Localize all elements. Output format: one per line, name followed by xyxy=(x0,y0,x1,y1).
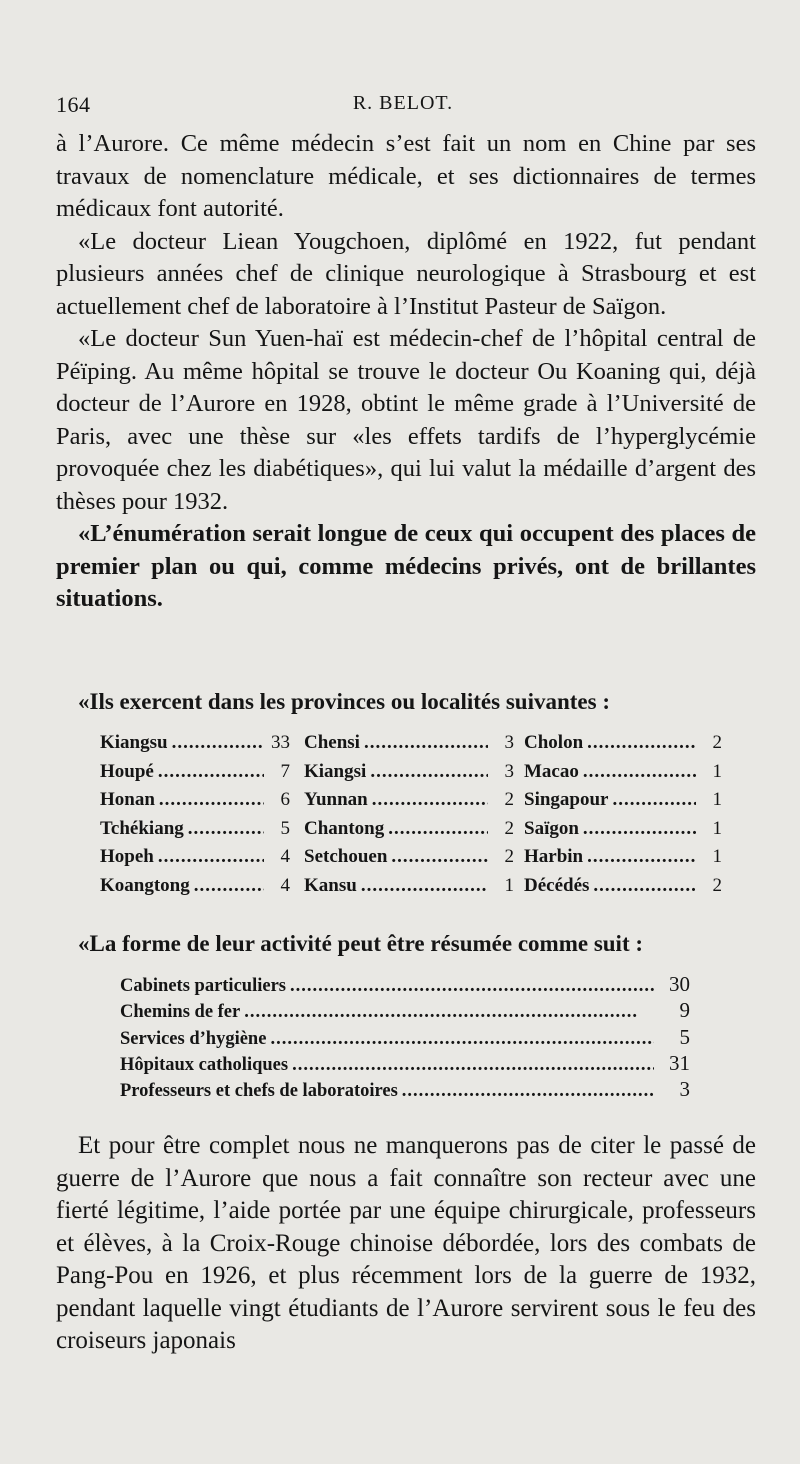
paragraph: «Le docteur Sun Yuen-haï est médecin-chef de l’hôpital central de Péïping. Au même hôpital se trouve le docteur Ou Koaning qui, déjà docteur de l’Aurore en 1928, obtint le même grade à l’Université de Paris, avec une thèse sur «les effets tardifs de l’hyperglycémie provoquée chez les diabétiques», qui lui valut la médaille d’argent des thèses pour 1932. xyxy=(56,325,756,515)
province-count: 2 xyxy=(504,789,514,810)
province-name: Kiangsu xyxy=(100,732,168,753)
province-name: Kiangsi xyxy=(304,760,367,782)
province-name: Décédés xyxy=(524,874,590,896)
table-row xyxy=(120,972,690,998)
activity-name: Cabinets particuliers xyxy=(120,976,286,996)
leader-dots xyxy=(158,846,264,868)
province-count: 4 xyxy=(280,874,290,896)
paragraph: Et pour être complet nous ne manquerons pas de citer le passé de guerre de l’Aurore que nous a fait connaître son recteur avec une fierté légitime, l’aide portée par une équipe chirurgicale, professeurs et élèves, à la Croix-Rouge chinoise débordée, lors des combats de Pang-Pou en 1926, et plus récemment lors de la guerre de 1932, pendant laquelle vingt étudiants de l’Aurore servirent sous le feu des croiseurs japonais xyxy=(56,1132,756,1354)
leader-dots xyxy=(172,732,264,754)
provinces-intro: «Ils exercent dans les provinces ou localités suivantes : xyxy=(78,689,610,714)
leader-dots xyxy=(290,976,654,997)
text-body xyxy=(56,128,756,616)
table-row xyxy=(100,874,722,904)
leader-dots xyxy=(372,789,488,811)
province-name: Kansu xyxy=(304,874,357,896)
province-name: Hopeh xyxy=(100,846,154,867)
table-row xyxy=(120,1051,690,1077)
activity-name: Hôpitaux catholiques xyxy=(120,1054,289,1075)
table-cell xyxy=(524,846,722,868)
leader-dots xyxy=(388,818,488,840)
table-cell xyxy=(304,875,514,897)
activity-count: 9 xyxy=(679,998,690,1023)
table-cell xyxy=(524,732,722,754)
table-cell xyxy=(100,761,290,783)
table-cell xyxy=(100,818,290,840)
leader-dots xyxy=(583,818,696,840)
activity-name: Professeurs et chefs de laboratoires xyxy=(120,1081,398,1102)
leader-dots xyxy=(158,761,264,783)
leader-dots xyxy=(402,1081,654,1102)
activity-count: 30 xyxy=(669,972,690,996)
table-cell xyxy=(100,846,290,868)
table-row xyxy=(100,789,722,818)
leader-dots xyxy=(370,761,488,783)
table-row xyxy=(120,998,690,1024)
leader-dots xyxy=(612,789,696,811)
province-count: 1 xyxy=(712,789,722,810)
province-name: Macao xyxy=(524,760,579,782)
province-name: Cholon xyxy=(524,732,584,753)
province-name: Chensi xyxy=(304,732,360,753)
province-name: Chantong xyxy=(304,817,385,839)
closing-section xyxy=(56,1130,756,1358)
province-name: Setchouen xyxy=(304,846,388,867)
table-cell xyxy=(524,875,722,897)
province-count: 1 xyxy=(712,760,722,782)
paragraph: «L’énumération serait longue de ceux qui occupent des places de premier plan ou qui, comme médecins privés, ont de brillantes situations. xyxy=(56,520,756,612)
province-name: Koangtong xyxy=(100,874,190,896)
table-cell xyxy=(304,732,514,754)
leader-dots xyxy=(194,875,264,897)
table-row xyxy=(120,1077,690,1103)
activity-count: 3 xyxy=(679,1077,690,1102)
activity-intro: «La forme de leur activité peut être résumée comme suit : xyxy=(78,931,644,956)
province-name: Houpé xyxy=(100,760,154,782)
leader-dots xyxy=(361,875,488,897)
leader-dots xyxy=(292,1055,654,1076)
table-cell xyxy=(304,761,514,783)
table-cell xyxy=(100,789,290,811)
province-count: 1 xyxy=(504,874,514,896)
table-cell xyxy=(304,846,514,868)
province-name: Tchékiang xyxy=(100,817,184,839)
paragraph: «Le docteur Liean Yougchoen, diplômé en 1922, fut pendant plusieurs années chef de clinique neurologique à Strasbourg et est actuellement chef de laboratoire à l’Institut Pasteur de Saïgon. xyxy=(56,227,756,320)
province-name: Saïgon xyxy=(524,817,579,839)
table-cell xyxy=(524,761,722,783)
leader-dots xyxy=(583,761,696,783)
province-count: 3 xyxy=(504,760,514,782)
province-count: 2 xyxy=(712,732,722,753)
activity-name: Services d’hygiène xyxy=(120,1028,267,1049)
table-row xyxy=(100,817,722,847)
table-cell xyxy=(304,789,514,811)
leader-dots xyxy=(270,1029,654,1050)
leader-dots xyxy=(391,846,488,868)
table-row xyxy=(100,732,722,761)
province-count: 3 xyxy=(504,732,514,753)
table-row xyxy=(100,846,722,875)
running-head: R. BELOT. xyxy=(352,92,454,114)
activity-count: 5 xyxy=(679,1024,690,1049)
activity-name: Chemins de fer xyxy=(120,1002,241,1023)
leader-dots xyxy=(244,1002,654,1023)
leader-dots xyxy=(159,789,264,811)
table-row xyxy=(100,760,722,790)
province-name: Yunnan xyxy=(304,789,368,810)
province-count: 5 xyxy=(280,817,290,839)
paragraph: à l’Aurore. Ce même médecin s’est fait un nom en Chine par ses travaux de nomenclature médicale, et ses dictionnaires de termes médicaux font autorité. xyxy=(56,130,756,222)
table-cell xyxy=(100,732,290,754)
province-count: 2 xyxy=(504,817,514,839)
province-name: Honan xyxy=(100,789,155,810)
table-cell xyxy=(100,875,290,897)
table-row xyxy=(120,1025,690,1051)
table-cell xyxy=(524,789,722,811)
leader-dots xyxy=(587,732,696,754)
province-count: 2 xyxy=(712,874,722,896)
leader-dots xyxy=(593,875,696,897)
leader-dots xyxy=(364,732,488,754)
page-header xyxy=(56,92,750,120)
province-count: 1 xyxy=(712,817,722,839)
province-name: Harbin xyxy=(524,846,584,867)
table-cell xyxy=(524,818,722,840)
province-count: 2 xyxy=(504,846,514,867)
leader-dots xyxy=(587,846,696,868)
province-count: 1 xyxy=(712,846,722,867)
leader-dots xyxy=(188,818,264,840)
province-count: 7 xyxy=(280,760,290,782)
table-cell xyxy=(304,818,514,840)
activity-count: 31 xyxy=(669,1050,690,1075)
province-count: 6 xyxy=(280,789,290,810)
provinces-table xyxy=(100,732,722,903)
province-name: Singapour xyxy=(524,789,609,810)
province-count: 4 xyxy=(280,846,290,867)
activity-table xyxy=(120,972,690,1103)
page-number: 164 xyxy=(56,92,91,117)
province-count: 33 xyxy=(271,732,290,753)
